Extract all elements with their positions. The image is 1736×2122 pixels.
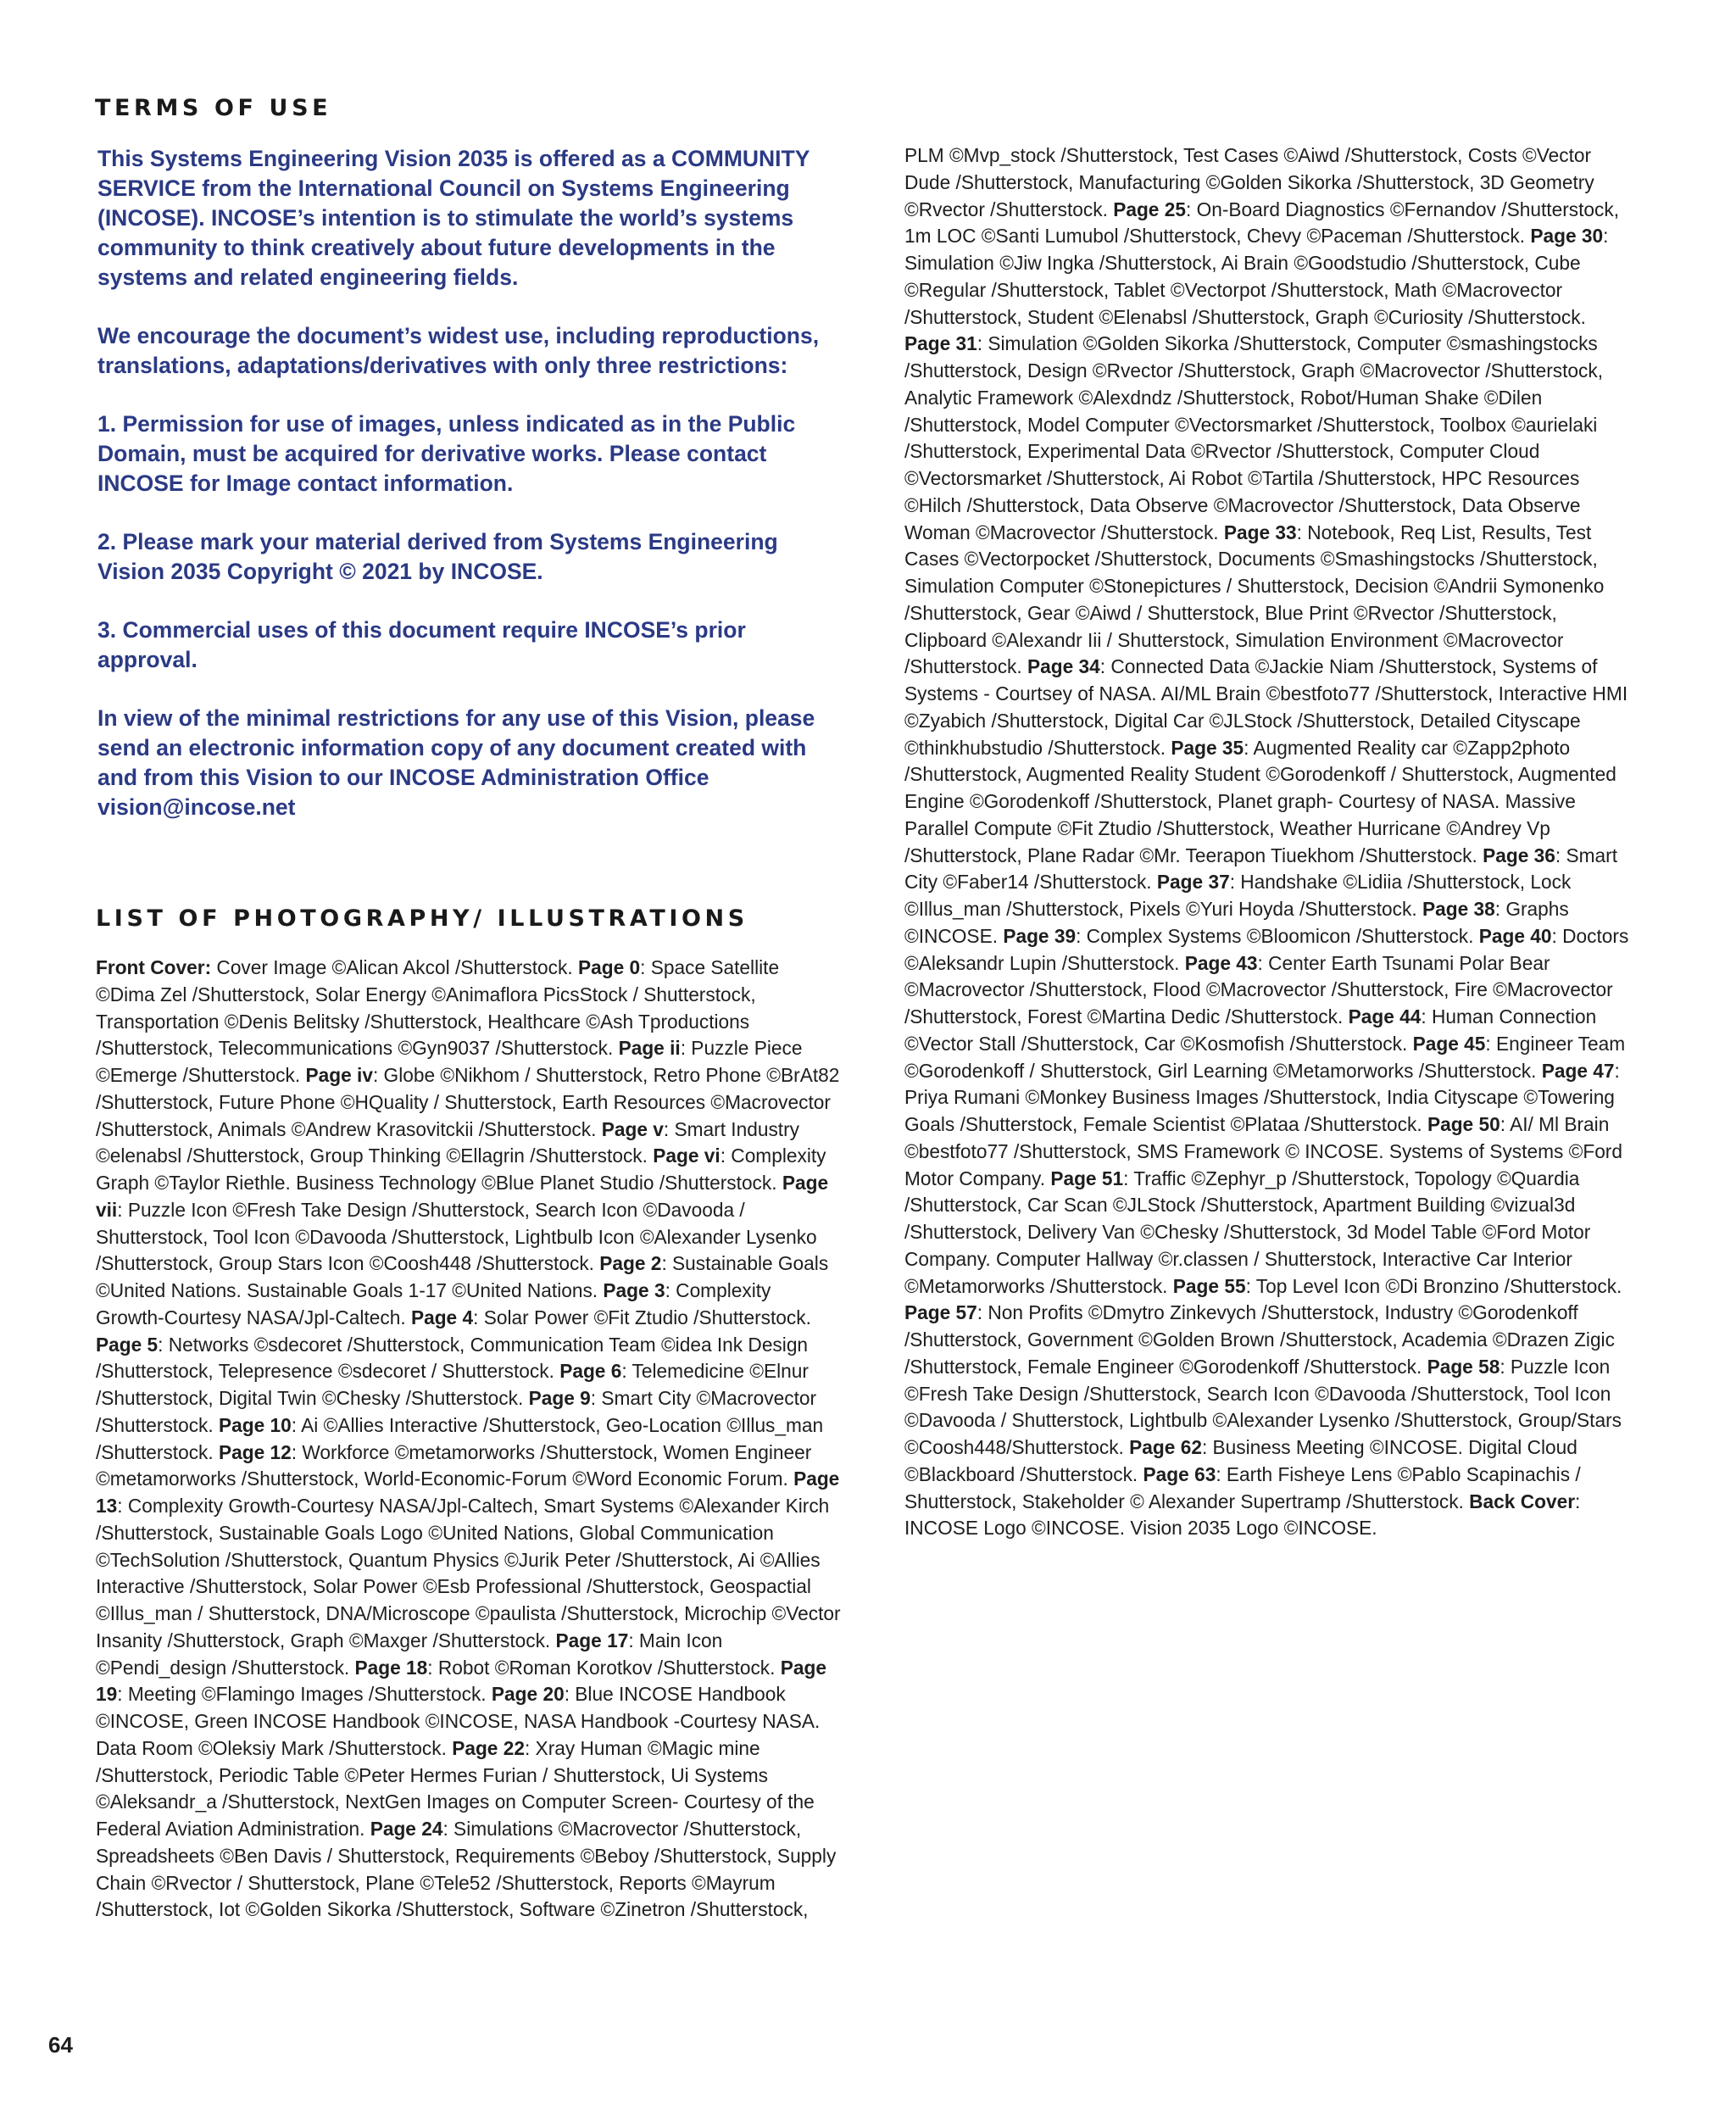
credit-page-label: Page 36 bbox=[1483, 844, 1555, 866]
credit-page-label: Page 47 bbox=[1541, 1059, 1615, 1082]
credit-text: : Engineer Team ©Gorodenkoff / Shutterstock, Girl Learning ©Metamorworks /Shutterstock. bbox=[904, 1032, 1626, 1082]
credit-text: : Puzzle Icon ©Fresh Take Design /Shutterstock, Search Icon ©Davooda / Shutterstock, Tool Icon ©Davooda /Shutterstock, Lightbulb Icon ©Alexander Lysenko /Shutterstock, Group Stars Icon ©Coosh448 /Shutterstock. bbox=[96, 1198, 817, 1275]
credit-text: : Simulations ©Macrovector /Shutterstock, Spreadsheets ©Ben Davis / Shutterstock, Requirements ©Beboy /Shutterstock, Supply Chain ©Rvector / Shutterstock, Plane ©Tele52 /Shutterstock, Reports ©Mayrum /Shutterstock, Iot ©Golden Sikorka /Shutterstock, Software ©Zinetron /Shutterstock, bbox=[96, 1818, 837, 1921]
credit-text: : Space Satellite ©Dima Zel /Shutterstock, Solar Energy ©Animaflora PicsStock / Shutterstock, Transportation ©Denis Belitsky /Shutterstock, Healthcare ©Ash Tproductions /Shutterstock, Telecommunications ©Gyn9037 /Shutterstock. bbox=[96, 956, 780, 1060]
page-number: 64 bbox=[48, 2032, 73, 2058]
credit-page-label: Page 34 bbox=[1027, 655, 1100, 678]
credit-text: : Puzzle Icon ©Fresh Take Design /Shutterstock, Search Icon ©Davooda /Shutterstock, Tool Icon ©Davooda / Shutterstock, Lightbulb ©Alexander Lysenko /Shutterstock, Group/Stars ©Coosh448/Shutterstock. bbox=[904, 1355, 1622, 1458]
credit-page-label: Page 44 bbox=[1348, 1005, 1422, 1028]
credit-text: : Notebook, Req List, Results, Test Cases ©Vectorpocket /Shutterstock, Documents ©Smashingstocks /Shutterstock, Simulation Computer ©Stonepictures / Shutterstock, Decision ©Andrii Symonenko /Shutterstock, Gear ©Aiwd / Shutterstock, Blue Print ©Rvector /Shutterstock, Clipboard ©Alexandr Iii / Shutterstock, Simulation Environment ©Macrovector /Shutterstock. bbox=[904, 521, 1605, 678]
credit-entry bbox=[96, 956, 578, 978]
credit-text: Cover Image ©Alican Akcol /Shutterstock. bbox=[211, 956, 578, 978]
credit-text: : Graphs ©INCOSE. bbox=[904, 898, 1569, 947]
credit-text: : INCOSE Logo ©INCOSE. Vision 2035 Logo ©INCOSE. bbox=[904, 1490, 1581, 1540]
credit-page-label: Page 39 bbox=[1003, 924, 1077, 947]
credit-text: : Augmented Reality car ©Zapp2photo /Shutterstock, Augmented Reality Student ©Gorodenkoff / Shutterstock, Augmented Engine ©Gorodenkoff /Shutterstock, Planet graph- Courtesy of NASA. Massive Parallel Compute ©Fit Ztudio /Shutterstock, Weather Hurricane ©Andrey Vp /Shutterstock, Plane Radar ©Mr. Teerapon Tiuekhom /Shutterstock. bbox=[904, 736, 1616, 866]
credit-page-label: Page 10 bbox=[219, 1413, 292, 1436]
credit-text: : Networks ©sdecoret /Shutterstock, Communication Team ©idea Ink Design /Shutterstock, Telepresence ©sdecoret / Shutterstock. bbox=[96, 1333, 809, 1383]
credit-page-label: Page 0 bbox=[577, 956, 641, 978]
credit-text: : Connected Data ©Jackie Niam /Shutterstock, Systems of Systems - Courtsey of NASA. AI/ML Brain ©bestfoto77 /Shutterstock, Interactive HMI ©Zyabich /Shutterstock, Digital Car ©JLStock /Shutterstock, Detailed Cityscape ©thinkhubstudio /Shutterstock. bbox=[904, 655, 1628, 759]
credit-page-label: Page iv bbox=[305, 1064, 373, 1086]
credit-text: : Complexity Graph ©Taylor Riethle. Business Technology ©Blue Planet Studio /Shutterstock. bbox=[96, 1145, 826, 1194]
terms-paragraph-contact: In view of the minimal restrictions for any use of this Vision, please send an electronic information copy of any document created with and from this Vision to our INCOSE Administration Office vision@incose.net bbox=[97, 705, 815, 820]
credit-text: : On-Board Diagnostics ©Fernandov /Shutterstock, 1m LOC ©Santi Lumubol /Shutterstock, Chevy ©Paceman /Shutterstock. bbox=[904, 198, 1620, 248]
credit-text: : Doctors ©Aleksandr Lupin /Shutterstock. bbox=[904, 924, 1629, 974]
credit-entry bbox=[904, 521, 1604, 678]
credit-page-label: Page v bbox=[601, 1117, 664, 1140]
credit-page-label: Page 12 bbox=[219, 1440, 292, 1463]
credit-page-label: Page 3 bbox=[603, 1279, 665, 1301]
credit-text: : Center Earth Tsunami Polar Bear ©Macrovector /Shutterstock, Flood ©Macrovector /Shutterstock, Fire ©Macrovector /Shutterstock, Forest ©Martina Dedic /Shutterstock. bbox=[904, 951, 1613, 1028]
credit-page-label: Page 18 bbox=[354, 1656, 428, 1679]
credit-text: : Telemedicine ©Elnur /Shutterstock, Digital Twin ©Chesky /Shutterstock. bbox=[96, 1360, 809, 1409]
credit-text: : Workforce ©metamorworks /Shutterstock, Women Engineer ©metamorworks /Shutterstock, World-Economic-Forum ©Word Economic Forum. bbox=[96, 1440, 812, 1490]
credit-page-label: Page 35 bbox=[1171, 736, 1244, 759]
photography-list-heading: LIST OF PHOTOGRAPHY/ ILLUSTRATIONS bbox=[96, 905, 748, 932]
credit-text: : Top Level Icon ©Di Bronzino /Shutterstock. bbox=[1245, 1274, 1622, 1297]
credit-entry bbox=[96, 1468, 841, 1651]
credit-page-label: Page 24 bbox=[370, 1818, 443, 1840]
terms-of-use-heading: TERMS OF USE bbox=[95, 95, 332, 121]
credit-text: : Business Meeting ©INCOSE. Digital Cloud ©Blackboard /Shutterstock. bbox=[904, 1436, 1577, 1485]
terms-restriction-1: 1. Permission for use of images, unless indicated as in the Public Domain, must be acquired for derivative works. Please contact INCOSE for Image contact information. bbox=[97, 411, 796, 496]
credit-page-label: Page 13 bbox=[96, 1468, 840, 1517]
credit-text: : Non Profits ©Dmytro Zinkevych /Shutterstock, Industry ©Gorodenkoff /Shutterstock, Government ©Golden Brown /Shutterstock, Academia ©Drazen Zigic /Shutterstock, Female Engineer ©Gorodenkoff /Shutterstock. bbox=[904, 1301, 1615, 1378]
terms-paragraph-intro: This Systems Engineering Vision 2035 is offered as a COMMUNITY SERVICE from the International Council on Systems Engineering (INCOSE). INCOSE’s intention is to stimulate the world’s systems community to think creatively about future developments in the systems and related engineering fields. bbox=[97, 146, 810, 290]
credit-page-label: Page vi bbox=[653, 1145, 721, 1167]
credit-text: : Smart Industry ©elenabsl /Shutterstock, Group Thinking ©Ellagrin /Shutterstock. bbox=[96, 1117, 800, 1167]
credit-page-label: Page 43 bbox=[1184, 951, 1258, 974]
credit-page-label: Front Cover: bbox=[96, 956, 212, 978]
credit-page-label: Page vii bbox=[96, 1172, 829, 1221]
credit-page-label: Page 19 bbox=[96, 1656, 826, 1706]
credit-page-label: Page 58 bbox=[1427, 1355, 1500, 1378]
credit-page-label: Page ii bbox=[618, 1037, 681, 1060]
credit-page-label: Page 37 bbox=[1156, 871, 1230, 894]
credit-text: : Human Connection ©Vector Stall /Shutterstock, Car ©Kosmofish /Shutterstock. bbox=[904, 1005, 1597, 1055]
credit-text: : Handshake ©Lidiia /Shutterstock, Lock ©Illus_man /Shutterstock, Pixels ©Yuri Hoyda /Shutterstock. bbox=[904, 871, 1572, 920]
credit-page-label: Page 50 bbox=[1427, 1113, 1500, 1135]
credit-page-label: Page 25 bbox=[1113, 198, 1186, 220]
credit-text: : Robot ©Roman Korotkov /Shutterstock. bbox=[427, 1656, 781, 1679]
credit-text: : Priya Rumani ©Monkey Business Images /Shutterstock, India Cityscape ©Towering Goals /Shutterstock, Female Scientist ©Plataa /Shutterstock. bbox=[904, 1059, 1620, 1135]
credit-text: : Complex Systems ©Bloomicon /Shutterstock. bbox=[1076, 924, 1479, 947]
credit-page-label: Page 40 bbox=[1478, 924, 1552, 947]
photo-credits-column-right bbox=[904, 142, 1633, 1542]
credit-page-label: Page 20 bbox=[491, 1683, 565, 1706]
credit-page-label: Page 51 bbox=[1050, 1167, 1124, 1189]
credit-text: : Globe ©Nikhom / Shutterstock, Retro Phone ©BrAt82 /Shutterstock, Future Phone ©HQuality / Shutterstock, Earth Resources ©Macrovector /Shutterstock, Animals ©Andrew Krasovitckii /Shutterstock. bbox=[96, 1064, 840, 1140]
terms-restriction-3: 3. Commercial uses of this document require INCOSE’s prior approval. bbox=[97, 617, 746, 672]
credit-page-label: Page 63 bbox=[1143, 1462, 1216, 1485]
credit-page-label: Page 6 bbox=[559, 1360, 622, 1383]
terms-of-use-body bbox=[97, 144, 850, 851]
credit-page-label: Page 55 bbox=[1172, 1274, 1246, 1297]
credit-entry bbox=[904, 332, 1603, 543]
credit-text: : Simulation ©Jiw Ingka /Shutterstock, Ai Brain ©Goodstudio /Shutterstock, Cube ©Regular /Shutterstock, Tablet ©Vectorpot /Shutterstock, Math ©Macrovector /Shutterstock, Student ©Elenabsl /Shutterstock, Graph ©Curiosity /Shutterstock. bbox=[904, 225, 1609, 328]
credit-page-label: Page 9 bbox=[528, 1387, 591, 1409]
credit-page-label: Page 45 bbox=[1412, 1032, 1486, 1055]
credit-entry bbox=[1173, 1275, 1622, 1297]
photo-credits-column-left bbox=[96, 955, 842, 1924]
credit-text: : Smart City ©Macrovector /Shutterstock. bbox=[96, 1387, 817, 1436]
credit-page-label: Page 17 bbox=[555, 1629, 629, 1651]
credit-text: : AI/ Ml Brain ©bestfoto77 /Shutterstock, SMS Framework © INCOSE. Systems of Systems ©Ford Motor Company. bbox=[904, 1113, 1622, 1189]
credit-page-label: Page 2 bbox=[599, 1252, 662, 1275]
credit-text: : Xray Human ©Magic mine /Shutterstock, Periodic Table ©Peter Hermes Furian / Shutterstock, Ui Systems ©Aleksandr_a /Shutterstock, NextGen Images on Computer Screen- Courtesy of the Federal Aviation Administration. bbox=[96, 1736, 815, 1840]
credit-text: PLM ©Mvp_stock /Shutterstock, Test Cases ©Aiwd /Shutterstock, Costs ©Vector Dude /Shutterstock, Manufacturing ©Golden Sikorka /Shutterstock, 3D Geometry ©Rvector /Shutterstock. bbox=[904, 144, 1594, 220]
terms-paragraph-encourage: We encourage the document’s widest use, including reproductions, translations, adaptations/derivatives with only three restrictions: bbox=[97, 323, 820, 378]
credit-page-label: Page 22 bbox=[452, 1736, 525, 1759]
credit-text: : Blue INCOSE Handbook ©INCOSE, Green INCOSE Handbook ©INCOSE, NASA Handbook -Courtesy NASA. Data Room ©Oleksiy Mark /Shutterstock. bbox=[96, 1683, 821, 1759]
credit-text: : Simulation ©Golden Sikorka /Shutterstock, Computer ©smashingstocks /Shutterstock, Design ©Rvector /Shutterstock, Graph ©Macrovector /Shutterstock, Analytic Framework ©Alexdndz /Shutterstock, Robot/Human Shake ©Dilen /Shutterstock, Model Computer ©Vectorsmarket /Shutterstock, Toolbox ©aurielaki /Shutterstock, Experimental Data ©Rvector /Shutterstock, Computer Cloud ©Vectorsmarket /Shutterstock, Ai Robot ©Tartila /Shutterstock, HPC Resources ©Hilch /Shutterstock, Data Observe ©Macrovector /Shutterstock, Data Observe Woman ©Macrovector /Shutterstock. bbox=[904, 332, 1604, 543]
credit-entry bbox=[1003, 925, 1478, 947]
credit-page-label: Page 31 bbox=[904, 332, 977, 355]
credit-text: : Traffic ©Zephyr_p /Shutterstock, Topology ©Quardia /Shutterstock, Car Scan ©JLStock /Shutterstock, Apartment Building ©vizual3d /Shutterstock, Delivery Van ©Chesky /Shutterstock, 3d Model Table ©Ford Motor Company. Computer Hallway ©r.classen / Shutterstock, Interactive Car Interior ©Metamorworks /Shutterstock. bbox=[904, 1167, 1591, 1297]
credit-page-label: Page 4 bbox=[410, 1306, 474, 1328]
credit-text: : Smart City ©Faber14 /Shutterstock. bbox=[904, 844, 1618, 894]
credit-text: : Ai ©Allies Interactive /Shutterstock, Geo-Location ©Illus_man /Shutterstock. bbox=[96, 1413, 824, 1463]
credit-page-label: Back Cover bbox=[1469, 1490, 1576, 1512]
credit-page-label: Page 62 bbox=[1129, 1436, 1202, 1458]
credit-text: : Complexity Growth-Courtesy NASA/Jpl-Caltech. bbox=[96, 1279, 771, 1328]
credit-text: : Earth Fisheye Lens ©Pablo Scapinachis / Shutterstock, Stakeholder © Alexander Supertramp /Shutterstock. bbox=[904, 1462, 1581, 1512]
credit-page-label: Page 57 bbox=[904, 1301, 977, 1324]
credit-entry bbox=[355, 1657, 781, 1679]
credit-text: : Sustainable Goals ©United Nations. Sustainable Goals 1-17 ©United Nations. bbox=[96, 1252, 829, 1301]
credit-text: : Meeting ©Flamingo Images /Shutterstock. bbox=[117, 1683, 492, 1706]
credit-page-label: Page 33 bbox=[1223, 521, 1297, 543]
credit-page-label: Page 30 bbox=[1530, 225, 1604, 248]
credit-page-label: Page 38 bbox=[1422, 898, 1495, 920]
credit-text: : Puzzle Piece ©Emerge /Shutterstock. bbox=[96, 1037, 803, 1086]
terms-restriction-2: 2. Please mark your material derived from Systems Engineering Vision 2035 Copyright © 2021 by INCOSE. bbox=[97, 529, 778, 584]
credit-text: : Main Icon ©Pendi_design /Shutterstock. bbox=[96, 1629, 723, 1679]
credit-text: : Solar Power ©Fit Ztudio /Shutterstock. bbox=[473, 1306, 811, 1328]
credit-text: : Complexity Growth-Courtesy NASA/Jpl-Caltech, Smart Systems ©Alexander Kirch /Shutterstock, Sustainable Goals Logo ©United Nations, Global Communication ©TechSolution /Shutterstock, Quantum Physics ©Jurik Peter /Shutterstock, Ai ©Allies Interactive /Shutterstock, Solar Power ©Esb Professional /Shutterstock, Geospactial ©Illus_man / Shutterstock, DNA/Microscope ©paulista /Shutterstock, Microchip ©Vector Insanity /Shutterstock, Graph ©Maxger /Shutterstock. bbox=[96, 1495, 841, 1651]
credit-page-label: Page 5 bbox=[96, 1333, 159, 1356]
credit-entry bbox=[411, 1306, 811, 1328]
